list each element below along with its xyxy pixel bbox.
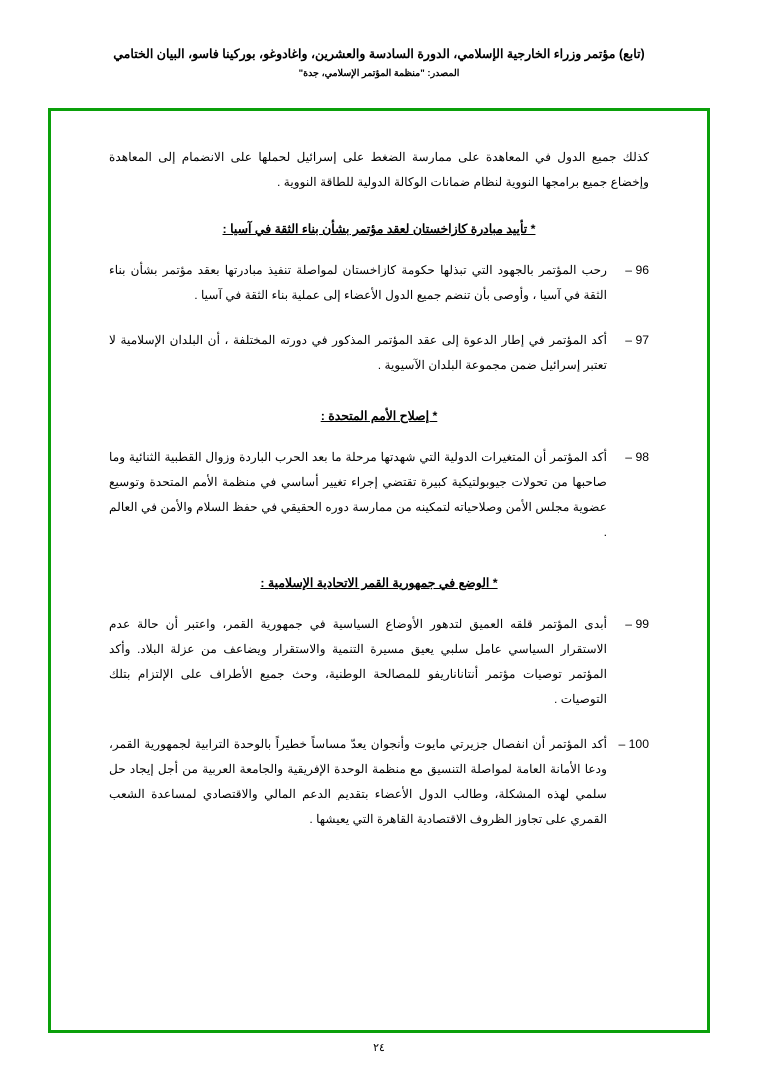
item-number: 97 – [625,333,649,348]
item-number: 98 – [625,450,649,465]
item-text: أكد المؤتمر أن المتغيرات الدولية التي شهدتها مرحلة ما بعد الحرب الباردة وزوال القطبية الثنائية وما صاحبها من تحولات جيوبولتيكية كبيرة تقتضي إجراء تغيير أساسي في منظمة الأمم المتحدة وتوسيع عضوية مجلس الأمن وصلاحياته لتمكينه من ممارسة دوره الحقيقي في حفظ السلام والأمن في العالم . [109,450,607,540]
list-item [109,328,649,378]
item-number: 99 – [625,617,649,632]
green-content-frame [48,108,710,1033]
document-body [109,145,649,852]
header-title: (تابع) مؤتمر وزراء الخارجية الإسلامي، الدورة السادسة والعشرين، واغادوغو، بوركينا فاسو، البيان الختامي [113,47,645,61]
list-item [109,445,649,545]
item-text: أكد المؤتمر في إطار الدعوة إلى عقد المؤتمر المذكور في دورته المختلفة ، أن البلدان الإسلامية لا تعتبر إسرائيل ضمن مجموعة البلدان الآسيوية . [109,333,607,373]
list-item [109,732,649,832]
section-heading-un-reform: * إصلاح الأمم المتحدة : [320,409,438,424]
item-number: 96 – [625,263,649,278]
item-text: رحب المؤتمر بالجهود التي تبذلها حكومة كازاخستان لمواصلة تنفيذ مبادرتها بعقد مؤتمر بشأن بناء الثقة في آسيا ، وأوصى بأن تنضم جميع الدول الأعضاء إلى عملية بناء الثقة في آسيا . [109,263,607,303]
page-number: ٢٤ [373,1042,385,1054]
section-heading-asia-confidence: * تأييد مبادرة كازاخستان لعقد مؤتمر بشأن بناء الثقة في آسيا : [222,222,536,237]
item-text: أبدى المؤتمر قلقه العميق لتدهور الأوضاع السياسية في جمهورية القمر، واعتبر أن حالة عدم الاستقرار السياسي عامل سلبي يعيق مسيرة التنمية والاستقرار ويضاعف من عزلة البلاد. وأكد المؤتمر توصيات مؤتمر أنتاناناريفو للمصالحة الوطنية، وحث جميع الأطراف على الإلتزام بتلك التوصيات . [109,617,607,707]
item-number: 100 – [618,737,649,752]
intro-paragraph: كذلك جميع الدول في المعاهدة على ممارسة الضغط على إسرائيل لحملها على الانضمام إلى المعاهدة وإخضاع جميع برامجها النووية لنظام ضمانات الوكالة الدولية للطاقة النووية . [109,150,649,190]
header-source: المصدر: "منظمة المؤتمر الإسلامي، جدة" [298,68,460,80]
page-footer [0,1041,758,1054]
item-text: أكد المؤتمر أن انفصال جزيرتي مايوت وأنجوان يعدّ مساساً خطيراً بالوحدة الترابية لجمهورية القمر، ودعا الأمانة العامة لمواصلة التنسيق مع منظمة الوحدة الإفريقية والجامعة العربية من أجل إيجاد حل سلمي لهذه المشكلة، وطالب الدول الأعضاء بتقديم الدعم المالي والاقتصادي لمساعدة الشعب القمري على تجاوز الظروف الاقتصادية القاهرة التي يعيشها . [109,737,607,827]
list-item [109,258,649,308]
section-heading-comoros: * الوضع في جمهورية القمر الاتحادية الإسلامية : [260,576,498,591]
list-item [109,612,649,712]
page-header [0,46,758,79]
